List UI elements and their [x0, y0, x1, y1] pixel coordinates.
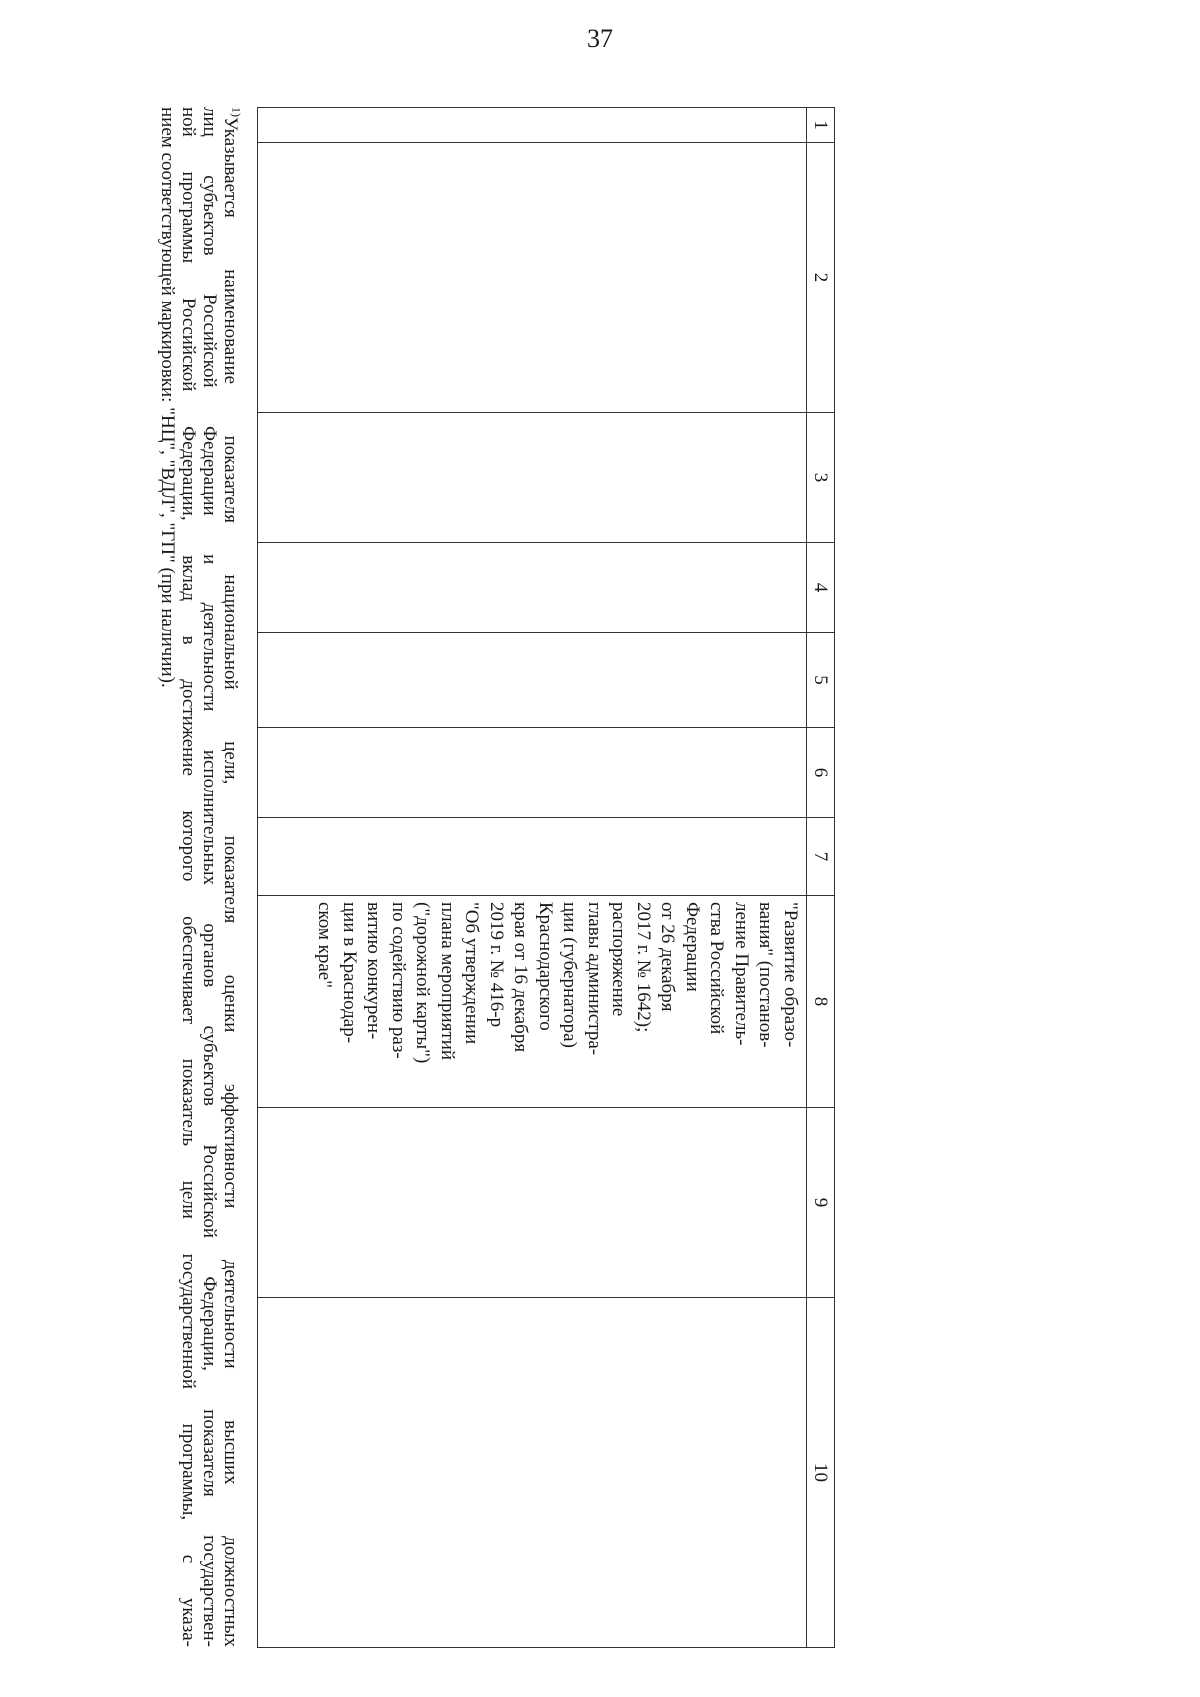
page-number: 37: [587, 24, 613, 53]
column-header-9: 9: [807, 1108, 835, 1298]
column-header-5: 5: [807, 633, 835, 728]
table-cell-5: [258, 633, 807, 728]
data-table: [257, 107, 835, 1648]
table-cell-5-text: [798, 633, 806, 727]
table-cell-3-text: [798, 413, 806, 542]
program-reference-text: "Развитие образо- вания" (постанов- ление Правитель- ства Российской Федерации от 26 декабря 2017 г. № 1642); распоряжение главы администра- ции (губернатора) Краснодарского края от 16 декабря 2019 г. № 416-р "Об утверждении плана мероприятий ("дорожной карты") по содействию раз- витию конкурен- ции в Краснодар- ском крае": [314, 902, 801, 1064]
table-cell-6-text: [798, 728, 806, 817]
column-header-2: 2: [807, 143, 835, 413]
table-cell-2-text: [798, 143, 806, 412]
column-header-7: 7: [807, 818, 835, 896]
column-header-4: 4: [807, 543, 835, 633]
table-cell-9-text: [798, 1108, 806, 1297]
footnote-marker: 1): [229, 107, 244, 117]
table-cell-2: [258, 143, 807, 413]
footnote-line-3: ной программы Российской Федерации, вклад в достижение которого обеспечивает показатель цели государственной программы, с указа-: [178, 107, 199, 1647]
table-container: [245, 107, 835, 1647]
table-cell-1: [258, 108, 807, 143]
table-cell-8: [258, 896, 807, 1108]
column-header-6: 6: [807, 728, 835, 818]
column-header-3: 3: [807, 413, 835, 543]
footnote: [157, 107, 244, 1647]
table-cell-6: [258, 728, 807, 818]
table-header-row: [807, 108, 835, 1648]
footnote-line-1: [220, 107, 244, 1647]
table-cell-3: [258, 413, 807, 543]
footnote-line-4: нием соответствующей маркировки: "НЦ", "ВДЛ", "ГП" (при наличии).: [157, 107, 178, 688]
table-cell-4-text: [798, 543, 806, 632]
column-header-1: 1: [807, 108, 835, 143]
table-row: [258, 108, 807, 1648]
table-cell-7-text: [798, 818, 806, 895]
table-cell-1-text: [798, 108, 806, 142]
footnote-line-1-text: Указывается наименование показателя национальной цели, показателя оценки эффективности деятельности высших должностных: [220, 117, 241, 1647]
column-header-10: 10: [807, 1298, 835, 1648]
column-header-8: 8: [807, 896, 835, 1108]
footnote-line-2: лиц субъектов Российской Федерации и деятельности исполнительных органов субъектов Российской Федерации, показателя государствен-: [199, 107, 220, 1647]
table-cell-4: [258, 543, 807, 633]
rotated-landscape-content: [157, 107, 835, 1647]
table-cell-7: [258, 818, 807, 896]
table-cell-10: [258, 1298, 807, 1648]
table-cell-9: [258, 1108, 807, 1298]
table-cell-10-text: [798, 1298, 806, 1647]
